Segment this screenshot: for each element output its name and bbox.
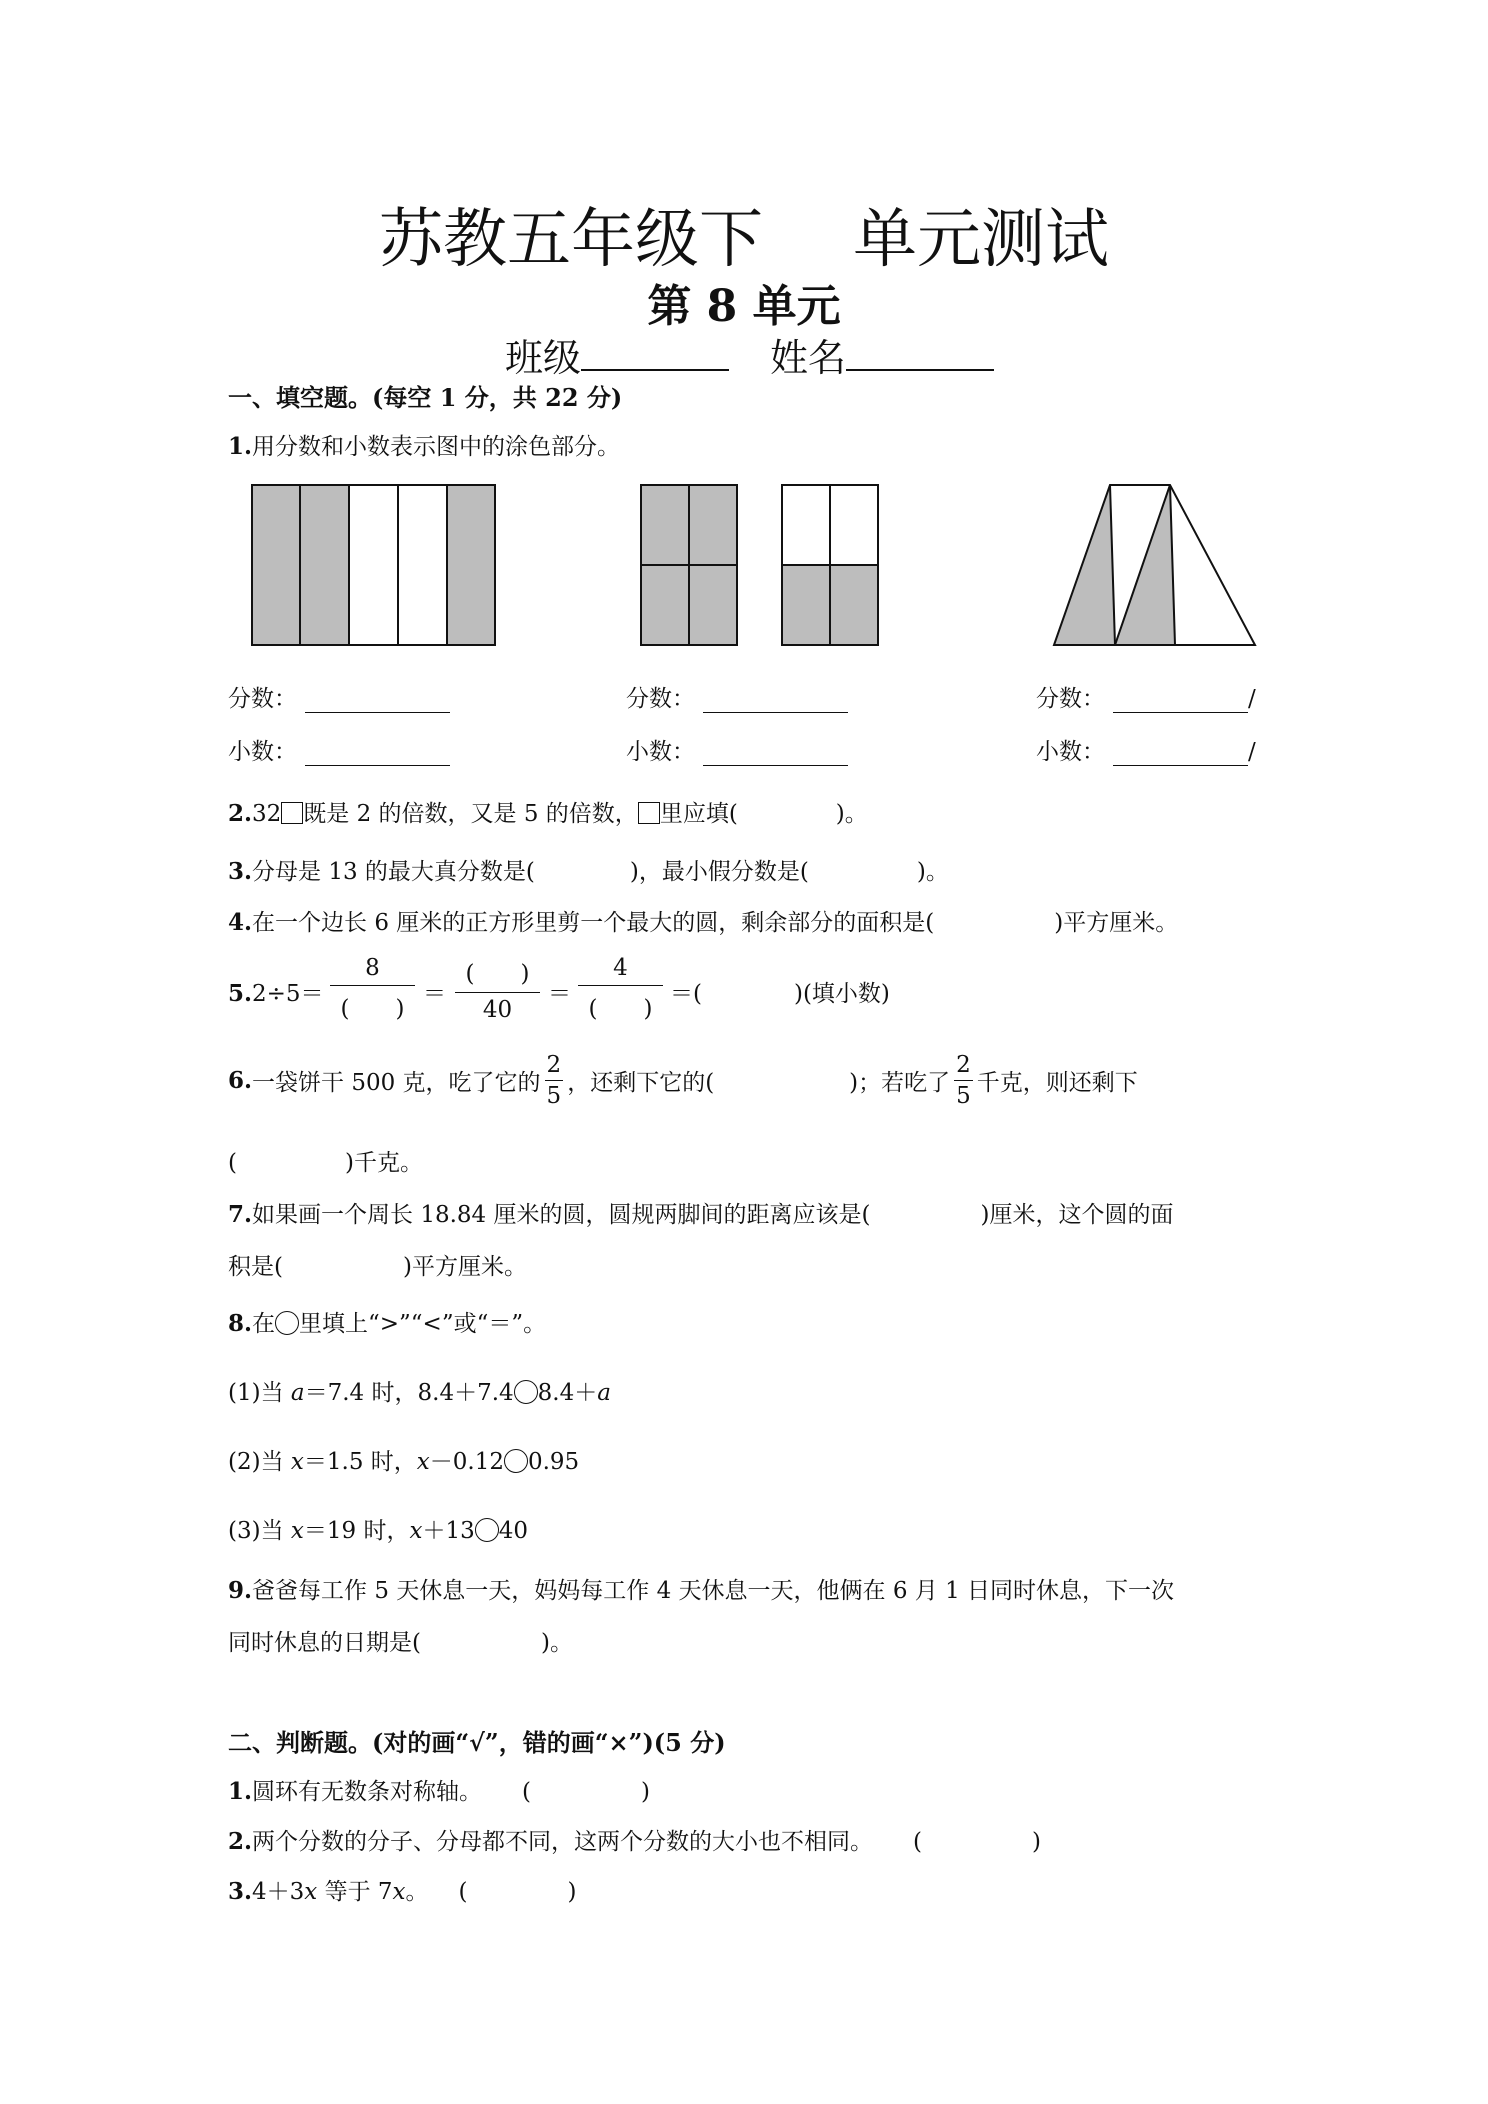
class-label: 班级 <box>505 336 582 380</box>
fraction-answer-1[interactable]: 分数： <box>228 680 450 713</box>
judge-q1: 1.圆环有无数条对称轴。 ( ) <box>228 1778 650 1805</box>
circle-box[interactable] <box>475 1518 499 1542</box>
title-right: 单元测试 <box>853 203 1109 277</box>
name-label: 姓名 <box>770 336 847 380</box>
decimal-answer-2[interactable]: 小数： <box>626 733 848 766</box>
unit-title: 第 8 单元 <box>647 281 841 332</box>
circle-box[interactable] <box>514 1380 538 1404</box>
q6-line2: ( )千克。 <box>228 1150 423 1176</box>
fraction-answer-2[interactable]: 分数： <box>626 680 848 713</box>
figure-strips <box>250 480 500 650</box>
decimal-answer-1[interactable]: 小数： <box>228 733 450 766</box>
q5-fraction-3: 4 ( ) <box>578 955 663 1023</box>
judge-q2: 2.两个分数的分子、分母都不同，这两个分数的大小也不相同。 ( ) <box>228 1828 1041 1855</box>
q7-line2: 积是( )平方厘米。 <box>228 1254 527 1280</box>
q5-fraction-1: 8 ( ) <box>330 955 415 1023</box>
figure-two-squares <box>638 480 888 650</box>
q5-eq-1: ＝ <box>423 981 446 1007</box>
q5-eq-2: ＝ <box>548 981 571 1007</box>
q9-line2: 同时休息的日期是( )。 <box>228 1630 573 1656</box>
q8-sub1: (1)当 a＝7.4 时，8.4＋7.4 8.4＋a <box>228 1380 611 1406</box>
section2-heading: 二、判断题。(对的画“√”，错的画“×”)(5 分) <box>228 1728 726 1757</box>
q3: 3.分母是 13 的最大真分数是( )，最小假分数是( )。 <box>228 858 949 885</box>
q6-fraction-2: $\frac{2}{5}$ <box>956 1052 971 1109</box>
decimal-answer-3[interactable]: 小数： / <box>1036 739 1256 765</box>
square-box <box>638 802 660 824</box>
q2: 2.32 既是 2 的倍数，又是 5 的倍数， 里应填( )。 <box>228 800 868 827</box>
judge-q3: 3.4＋3x 等于 7x。 ( ) <box>228 1878 577 1905</box>
class-field <box>505 327 729 382</box>
fraction-answer-3[interactable]: 分数： / <box>1036 686 1256 712</box>
q7-line1: 7.如果画一个周长 18.84 厘米的圆，圆规两脚间的距离应该是( )厘米，这个圆的面 <box>228 1201 1174 1228</box>
q8-sub2: (2)当 x＝1.5 时，x－0.12 0.95 <box>228 1449 580 1475</box>
q5-fraction-2: ( ) 40 <box>455 955 540 1023</box>
circle-box <box>275 1311 299 1335</box>
q6-line1: 6.一袋饼干 500 克，吃了它的 $\frac{2}{5}$ ，还剩下它的( )；若吃了 $\frac{2}{5}$ 千克，则还剩下 <box>228 1052 1138 1109</box>
section1-heading: 一、填空题。(每空 1 分，共 22 分) <box>228 383 623 412</box>
q8: 8.在 里填上“>”“<”或“＝”。 <box>228 1310 547 1337</box>
figure-triangle <box>1050 480 1260 650</box>
q4: 4.在一个边长 6 厘米的正方形里剪一个最大的圆，剩余部分的面积是( )平方厘米。 <box>228 909 1179 936</box>
circle-box[interactable] <box>504 1449 528 1473</box>
name-field <box>770 327 994 382</box>
q9-line1: 9.爸爸每工作 5 天休息一天，妈妈每工作 4 天休息一天，他俩在 6 月 1 日同时休息，下一次 <box>228 1577 1175 1604</box>
q5-lead: 5.2÷5＝ <box>228 980 324 1007</box>
q6-fraction-1: $\frac{2}{5}$ <box>546 1052 562 1109</box>
square-box <box>281 802 303 824</box>
q8-sub3: (3)当 x＝19 时，x＋13 40 <box>228 1518 528 1544</box>
q5-tail: ＝( )(填小数) <box>670 981 890 1007</box>
page-title <box>0 188 1488 280</box>
title-left: 苏教五年级下 <box>379 203 763 277</box>
q1-text: 1.用分数和小数表示图中的涂色部分。 <box>228 433 621 460</box>
